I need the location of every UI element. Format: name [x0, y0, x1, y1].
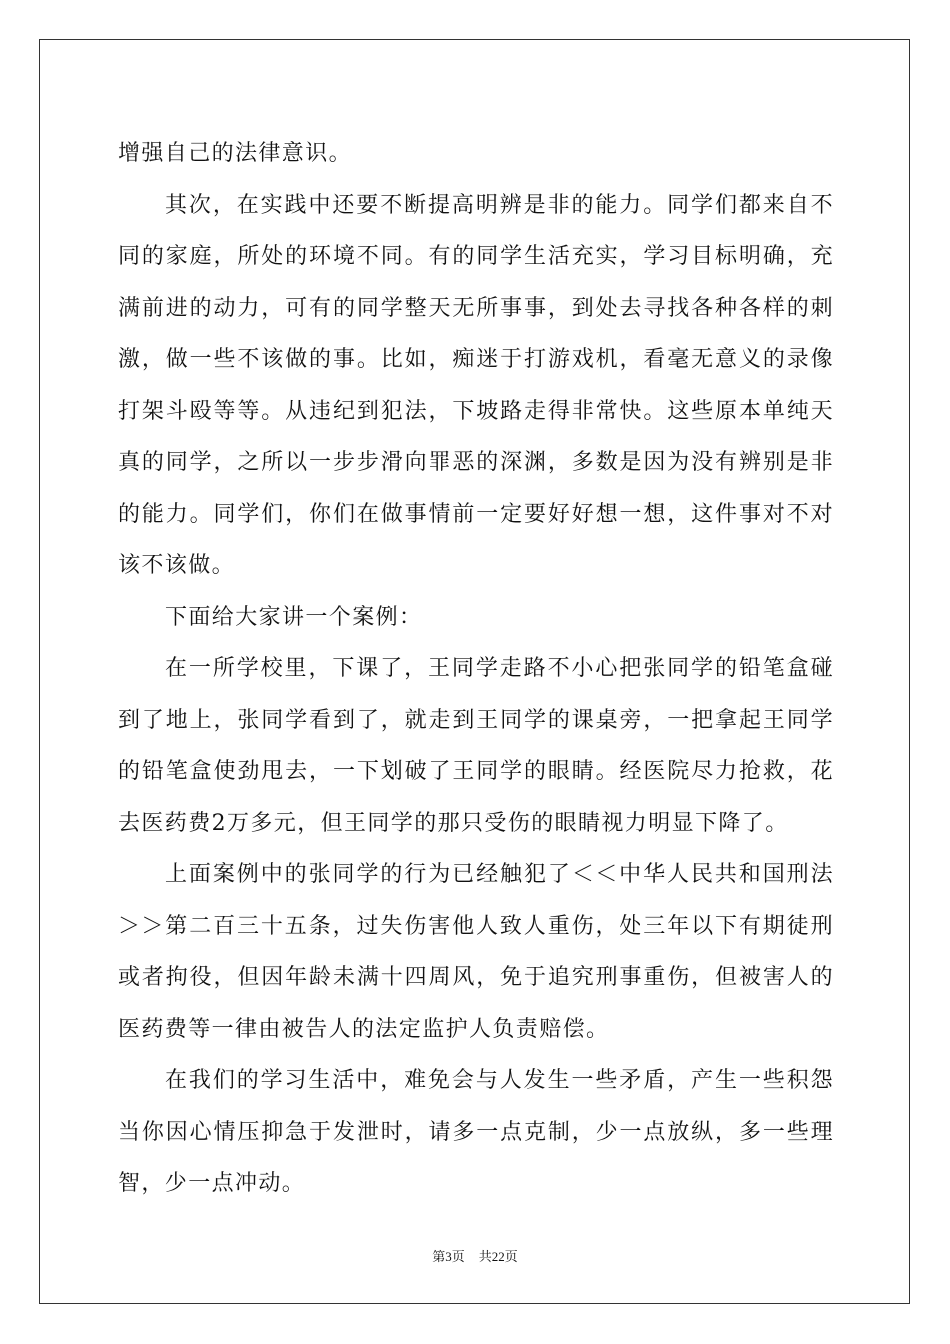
page-total: 共22页	[478, 1249, 518, 1264]
page-number: 第3页	[432, 1249, 465, 1264]
paragraph-advice: 在我们的学习生活中，难免会与人发生一些矛盾，产生一些积怨当你因心情压抑急于发泄时，请多一点克制，少一点放纵，多一些理智，少一点冲动。	[118, 1068, 834, 1196]
paragraph-discernment: 其次，在实践中还要不断提高明辨是非的能力。同学们都来自不同的家庭，所处的环境不同。有的同学生活充实，学习目标明确，充满前进的动力，可有的同学整天无所事事，到处去寻找各种各样的刺激，做一些不该做的事。比如，痴迷于打游戏机，看毫无意义的录像打架斗殴等等。从违纪到犯法，下坡路走得非常快。这些原本单纯天真的同学，之所以一步步滑向罪恶的深渊，多数是因为没有辨别是非的能力。同学们，你们在做事情前一定要好好想一想，这件事对不对该不该做。	[118, 192, 834, 578]
paragraph-continuation: 增强自己的法律意识。	[118, 141, 353, 166]
paragraph-case-story: 在一所学校里，下课了，王同学走路不小心把张同学的铅笔盒碰到了地上，张同学看到了，就走到王同学的课桌旁，一把拿起王同学的铅笔盒使劲甩去，一下划破了王同学的眼睛。经医院尽力抢救，花去医药费2万多元，但王同学的那只受伤的眼睛视力明显下降了。	[118, 656, 834, 836]
paragraph-case-intro: 下面给大家讲一个案例：	[165, 604, 423, 630]
document-body	[118, 128, 834, 1210]
paragraph-case-law: 上面案例中的张同学的行为已经触犯了＜＜中华人民共和国刑法＞＞第二百三十五条，过失伤害他人致人重伤，处三年以下有期徒刑或者拘役，但因年龄未满十四周风，免于追究刑事重伤，但被害人的医药费等一律由被告人的法定监护人负责赔偿。	[118, 862, 834, 1042]
page-footer	[0, 1246, 950, 1265]
